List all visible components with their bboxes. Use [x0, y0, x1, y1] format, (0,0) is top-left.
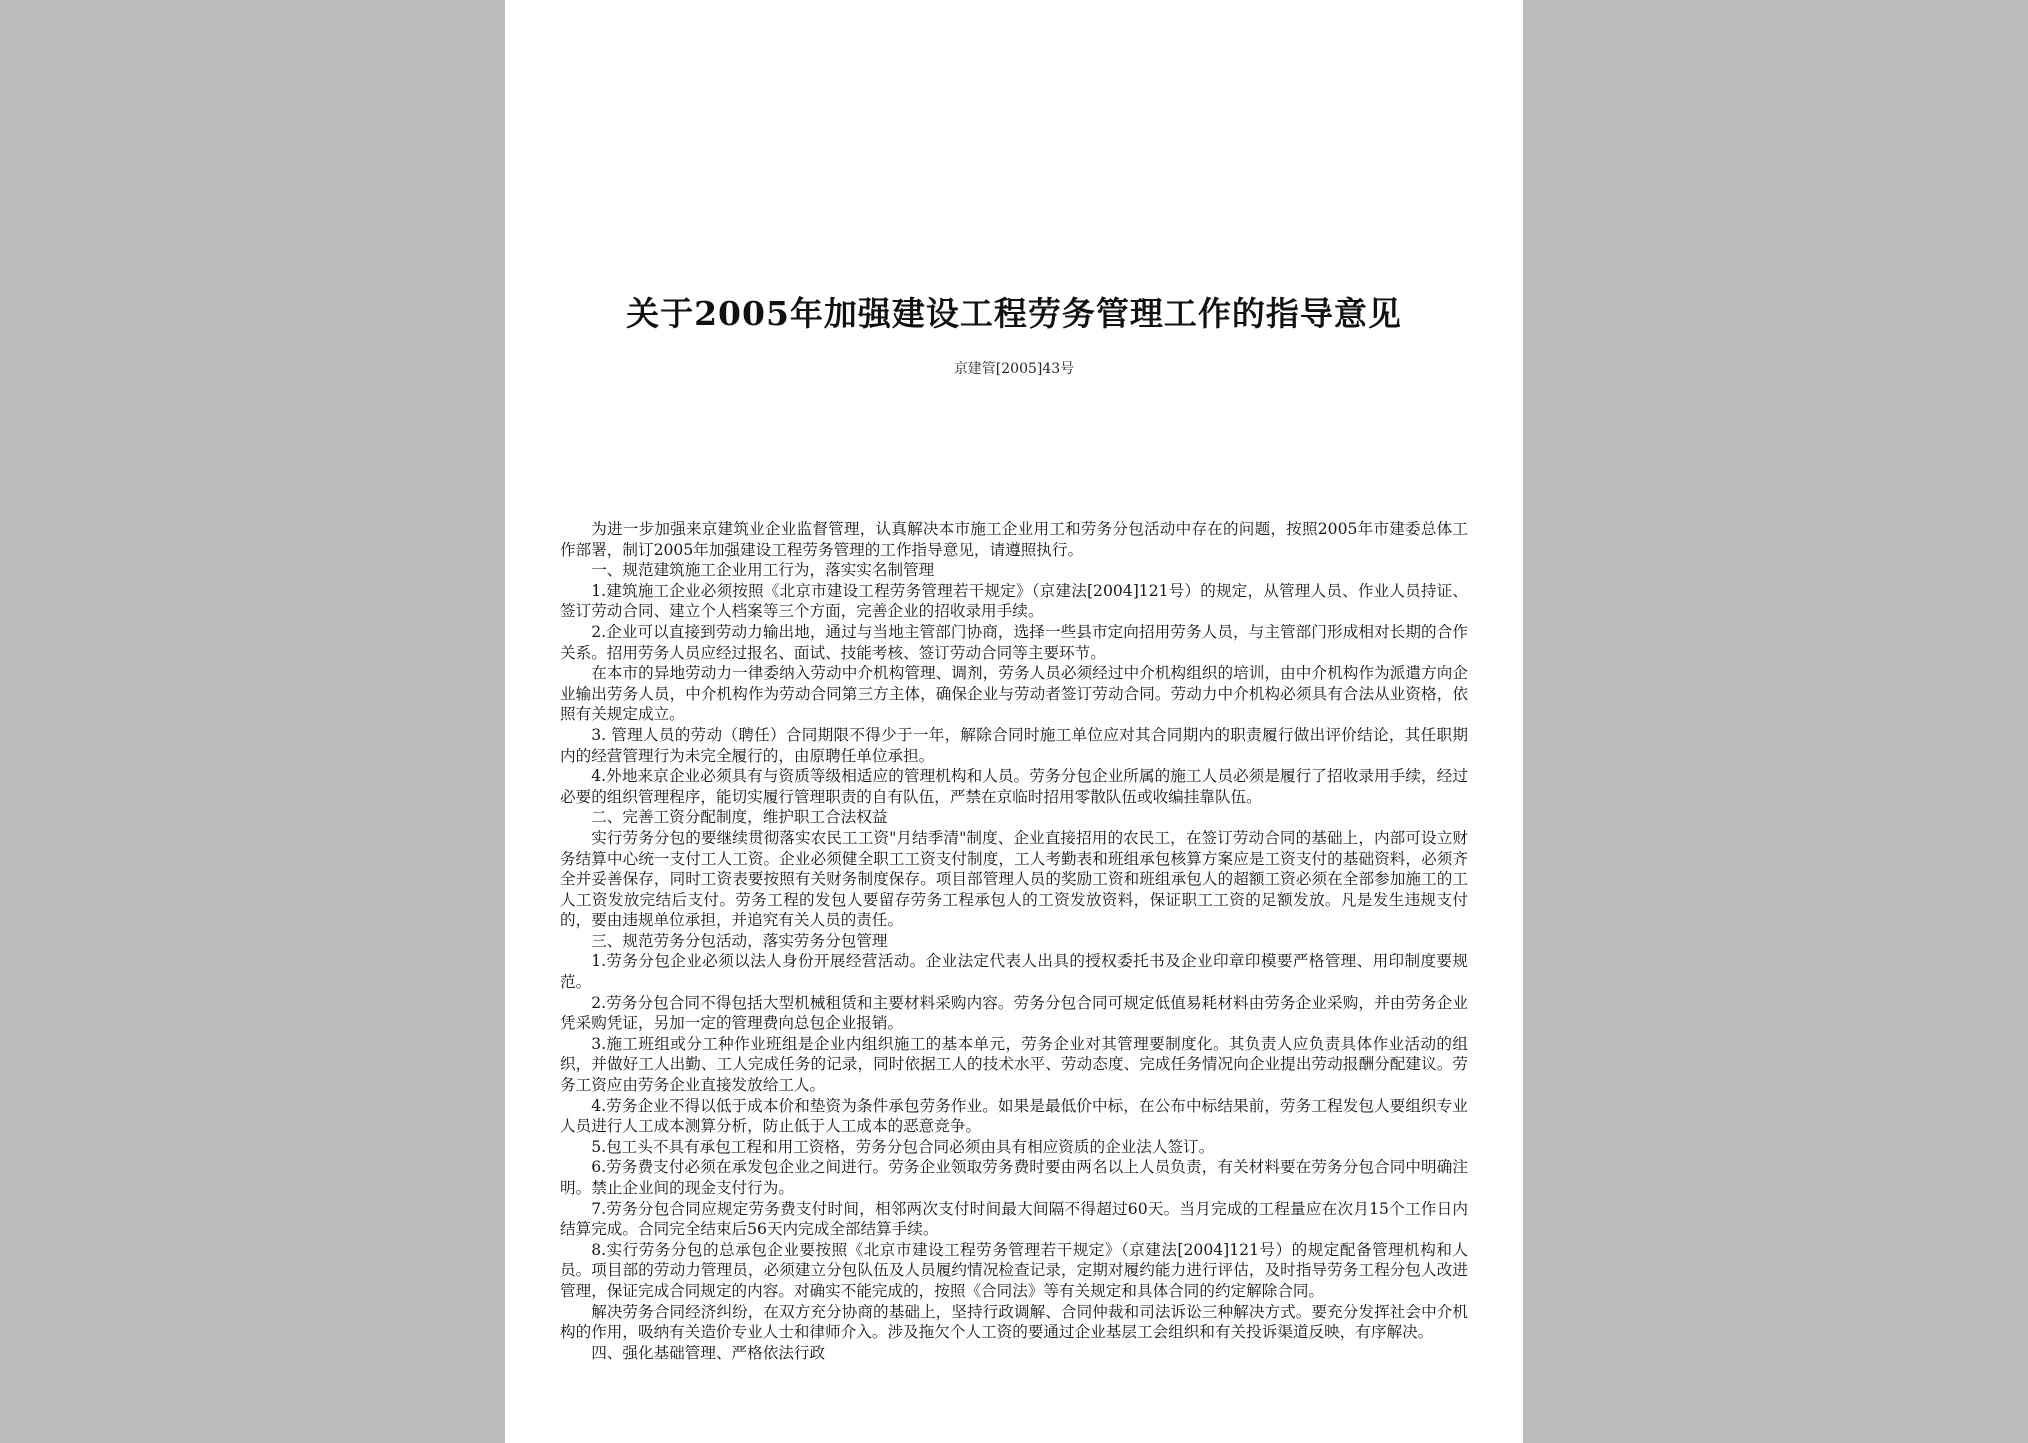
paragraph: 实行劳务分包的要继续贯彻落实农民工工资"月结季清"制度、企业直接招用的农民工，在签订劳动合同的基础上，内部可设立财务结算中心统一支付工人工资。企业必须健全职工工资支付制度，工人考勤表和班组承包核算方案应是工资支付的基础资料，必须齐全并妥善保存，同时工资表要按照有关财务制度保存。项目部管理人员的奖励工资和班组承包人的超额工资必须在全部参加施工的工人工资发放完结后支付。劳务工程的发包人要留存劳务工程承包人的工资发放资料，保证职工工资的足额发放。凡是发生违规支付的，要由违规单位承担，并追究有关人员的责任。 — [560, 828, 1468, 930]
paragraph: 解决劳务合同经济纠纷，在双方充分协商的基础上，坚持行政调解、合同仲裁和司法诉讼三种解决方式。要充分发挥社会中介机构的作用，吸纳有关造价专业人士和律师介入。涉及拖欠个人工资的要通过企业基层工会组织和有关投诉渠道反映，有序解决。 — [560, 1302, 1468, 1342]
paragraph: 在本市的异地劳动力一律委纳入劳动中介机构管理、调剂，劳务人员必须经过中介机构组织的培训，由中介机构作为派遣方向企业输出劳务人员，中介机构作为劳动合同第三方主体，确保企业与劳动者签订劳动合同。劳动力中介机构必须具有合法从业资格，依照有关规定成立。 — [560, 664, 1468, 724]
paragraph: 1.劳务分包企业必须以法人身份开展经营活动。企业法定代表人出具的授权委托书及企业印章印模要严格管理、用印制度要规范。 — [560, 952, 1468, 992]
paragraph: 5.包工头不具有承包工程和用工资格，劳务分包合同必须由具有相应资质的企业法人签订。 — [591, 1137, 1215, 1156]
document-title: 关于2005年加强建设工程劳务管理工作的指导意见 — [626, 294, 1402, 333]
paragraph: 1.建筑施工企业必须按照《北京市建设工程劳务管理若干规定》（京建法[2004]121号）的规定，从管理人员、作业人员持证、签订劳动合同、建立个人档案等三个方面，完善企业的招收录用手续。 — [560, 581, 1468, 621]
paragraph: 4.外地来京企业必须具有与资质等级相适应的管理机构和人员。劳务分包企业所属的施工人员必须是履行了招收录用手续，经过必要的组织管理程序，能切实履行管理职责的自有队伍，严禁在京临时招用零散队伍或收编挂靠队伍。 — [560, 767, 1468, 806]
document-page — [505, 0, 1523, 1443]
paragraph: 6.劳务费支付必须在承发包企业之间进行。劳务企业领取劳务费时要由两名以上人员负责，有关材料要在劳务分包合同中明确注明。禁止企业间的现金支付行为。 — [560, 1158, 1468, 1197]
document-body — [560, 519, 1468, 1363]
paragraph: 2.劳务分包合同不得包括大型机械租赁和主要材料采购内容。劳务分包合同可规定低值易耗材料由劳务企业采购，并由劳务企业凭采购凭证，另加一定的管理费向总包企业报销。 — [560, 993, 1468, 1033]
document-number: 京建管[2005]43号 — [953, 361, 1075, 377]
section-heading: 一、规范建筑施工企业用工行为，落实实名制管理 — [591, 561, 935, 580]
section-heading: 二、完善工资分配制度，维护职工合法权益 — [591, 808, 888, 827]
paragraph: 3. 管理人员的劳动（聘任）合同期限不得少于一年，解除合同时施工单位应对其合同期内的职责履行做出评价结论，其任职期内的经营管理行为未完全履行的，由原聘任单位承担。 — [560, 725, 1468, 765]
paragraph: 3.施工班组或分工种作业班组是企业内组织施工的基本单元，劳务企业对其管理要制度化。其负责人应负责具体作业活动的组织，并做好工人出勤、工人完成任务的记录，同时依据工人的技术水平、劳动态度、完成任务情况向企业提出劳动报酬分配建议。劳务工资应由劳务企业直接发放给工人。 — [560, 1034, 1468, 1095]
section-heading: 三、规范劳务分包活动，落实劳务分包管理 — [591, 931, 888, 950]
paragraph: 为进一步加强来京建筑业企业监督管理，认真解决本市施工企业用工和劳务分包活动中存在的问题，按照2005年市建委总体工作部署，制订2005年加强建设工程劳务管理的工作指导意见，请遵照执行。 — [560, 520, 1468, 559]
section-heading: 四、强化基础管理、严格依法行政 — [591, 1343, 826, 1362]
paragraph: 2.企业可以直接到劳动力输出地，通过与当地主管部门协商，选择一些县市定向招用劳务人员，与主管部门形成相对长期的合作关系。招用劳务人员应经过报名、面试、技能考核、签订劳动合同等主要环节。 — [560, 622, 1468, 662]
paragraph: 8.实行劳务分包的总承包企业要按照《北京市建设工程劳务管理若干规定》（京建法[2004]121号）的规定配备管理机构和人员。项目部的劳动力管理员，必须建立分包队伍及人员履约情况检查记录，定期对履约能力进行评估，及时指导劳务工程分包人改进管理，保证完成合同规定的内容。对确实不能完成的，按照《合同法》等有关规定和具体合同的约定解除合同。 — [560, 1240, 1468, 1300]
paragraph: 7.劳务分包合同应规定劳务费支付时间，相邻两次支付时间最大间隔不得超过60天。当月完成的工程量应在次月15个工作日内结算完成。合同完全结束后56天内完成全部结算手续。 — [560, 1199, 1468, 1239]
paragraph: 4.劳务企业不得以低于成本价和垫资为条件承包劳务作业。如果是最低价中标，在公布中标结果前，劳务工程发包人要组织专业人员进行人工成本测算分析，防止低于人工成本的恶意竞争。 — [560, 1096, 1468, 1136]
